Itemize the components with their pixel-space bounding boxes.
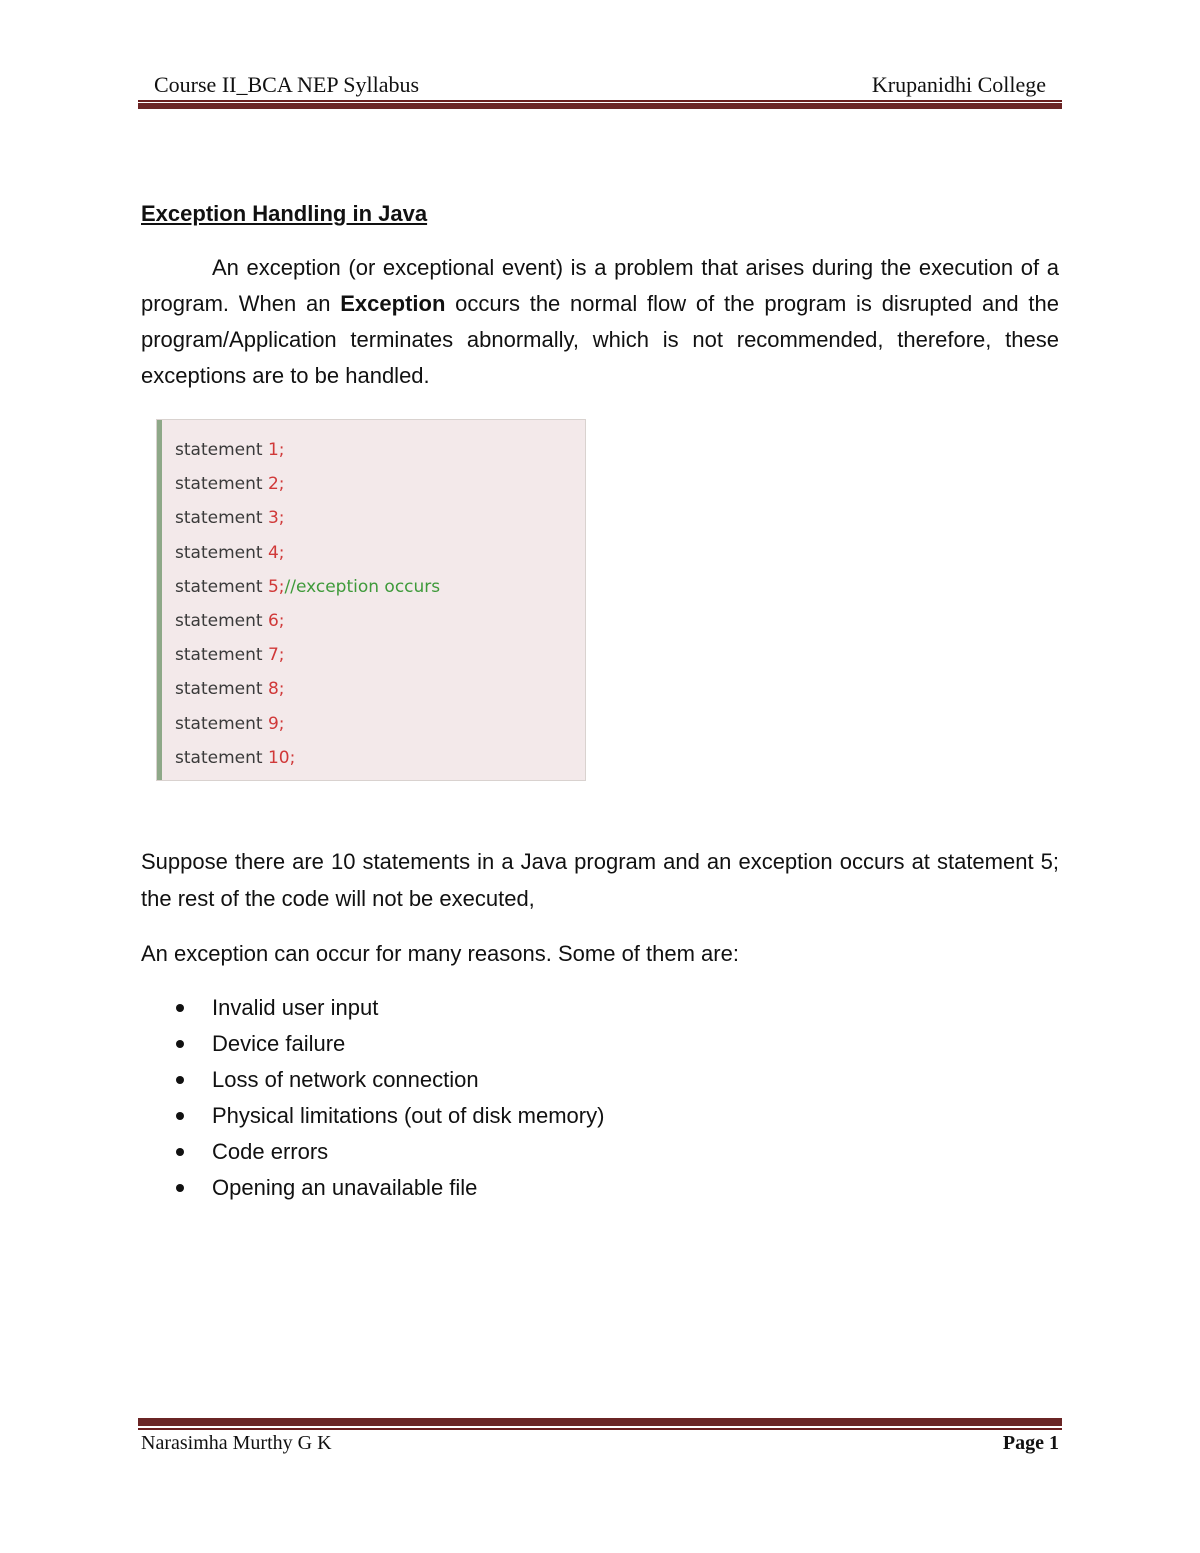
code-keyword: statement xyxy=(175,747,268,768)
code-line xyxy=(175,433,440,467)
footer-author: Narasimha Murthy G K xyxy=(141,1432,332,1454)
code-number: 3; xyxy=(267,508,285,529)
bullet-icon xyxy=(176,1040,184,1048)
list-item-text: Code errors xyxy=(212,1139,329,1164)
code-line xyxy=(175,707,440,741)
code-line xyxy=(175,501,440,535)
header-course-title: Course II_BCA NEP Syllabus xyxy=(154,72,420,97)
header-college-name: Krupanidhi College xyxy=(871,72,1046,97)
footer-page-number: Page 1 xyxy=(1002,1432,1059,1454)
code-number: 6; xyxy=(267,610,285,631)
intro-bold-term: Exception xyxy=(340,291,446,316)
intro-section xyxy=(141,196,1059,394)
list-item xyxy=(141,1062,1059,1098)
code-comment: //exception occurs xyxy=(284,576,441,597)
body-section xyxy=(141,843,1059,1206)
reasons-intro-paragraph: An exception can occur for many reasons. Some of them are: xyxy=(141,941,739,966)
page-footer xyxy=(141,1432,1059,1460)
list-item xyxy=(141,1098,1059,1134)
code-line xyxy=(175,467,440,501)
list-item xyxy=(141,990,1059,1026)
code-lines xyxy=(175,433,440,775)
code-keyword: statement xyxy=(175,440,268,460)
code-keyword: statement xyxy=(175,679,268,700)
bullet-icon xyxy=(176,1112,184,1120)
code-block xyxy=(156,419,586,781)
code-keyword: statement xyxy=(175,610,268,631)
code-line xyxy=(175,638,440,672)
list-item-text: Invalid user input xyxy=(212,995,379,1020)
bullet-icon xyxy=(176,1004,184,1012)
header-rule-thick xyxy=(138,103,1062,109)
header-rule-thin xyxy=(138,100,1062,102)
code-number: 2; xyxy=(267,474,285,495)
list-item xyxy=(141,1026,1059,1062)
explanation-paragraph: Suppose there are 10 statements in a Java program and an exception occurs at statement 5; the rest of the code will not be executed, xyxy=(141,849,1059,911)
code-block-accent-bar xyxy=(157,420,162,780)
code-keyword: statement xyxy=(175,474,268,495)
bullet-icon xyxy=(176,1076,184,1084)
list-item-text: Device failure xyxy=(212,1031,346,1056)
bullet-icon xyxy=(176,1184,184,1192)
code-keyword: statement xyxy=(175,542,268,563)
page-header xyxy=(140,70,1062,102)
code-line xyxy=(175,536,440,570)
intro-paragraph xyxy=(141,250,1059,394)
code-keyword: statement xyxy=(175,576,268,597)
code-line xyxy=(175,672,440,706)
code-number: 8; xyxy=(267,679,285,700)
list-item-text: Loss of network connection xyxy=(212,1067,479,1092)
code-line xyxy=(175,570,440,604)
code-number: 9; xyxy=(267,713,285,734)
code-number: 7; xyxy=(267,645,285,666)
intro-text-part1: An exception (or exceptional event) is a problem that arises during the execution of a program. When an xyxy=(141,255,1059,316)
code-keyword: statement xyxy=(175,508,268,529)
section-title: Exception Handling in Java xyxy=(141,201,428,226)
reasons-list xyxy=(141,990,1059,1206)
list-item-text: Physical limitations (out of disk memory) xyxy=(212,1103,605,1128)
footer-rule-thin xyxy=(138,1428,1062,1430)
code-number: 4; xyxy=(267,542,285,563)
code-number: 1; xyxy=(267,440,285,460)
list-item xyxy=(141,1134,1059,1170)
code-line xyxy=(175,604,440,638)
code-line xyxy=(175,741,440,775)
footer-rule-thick xyxy=(138,1418,1062,1426)
list-item xyxy=(141,1170,1059,1206)
code-number: 10; xyxy=(267,747,296,768)
list-item-text: Opening an unavailable file xyxy=(212,1175,478,1200)
code-number: 5; xyxy=(267,576,285,597)
code-keyword: statement xyxy=(175,645,268,666)
code-keyword: statement xyxy=(175,713,268,734)
intro-text-part2: occurs the normal flow of the program is disrupted and the program/Application terminates abnormally, which is not recommended, therefore, these exceptions are to be handled. xyxy=(141,291,1060,388)
bullet-icon xyxy=(176,1148,184,1156)
